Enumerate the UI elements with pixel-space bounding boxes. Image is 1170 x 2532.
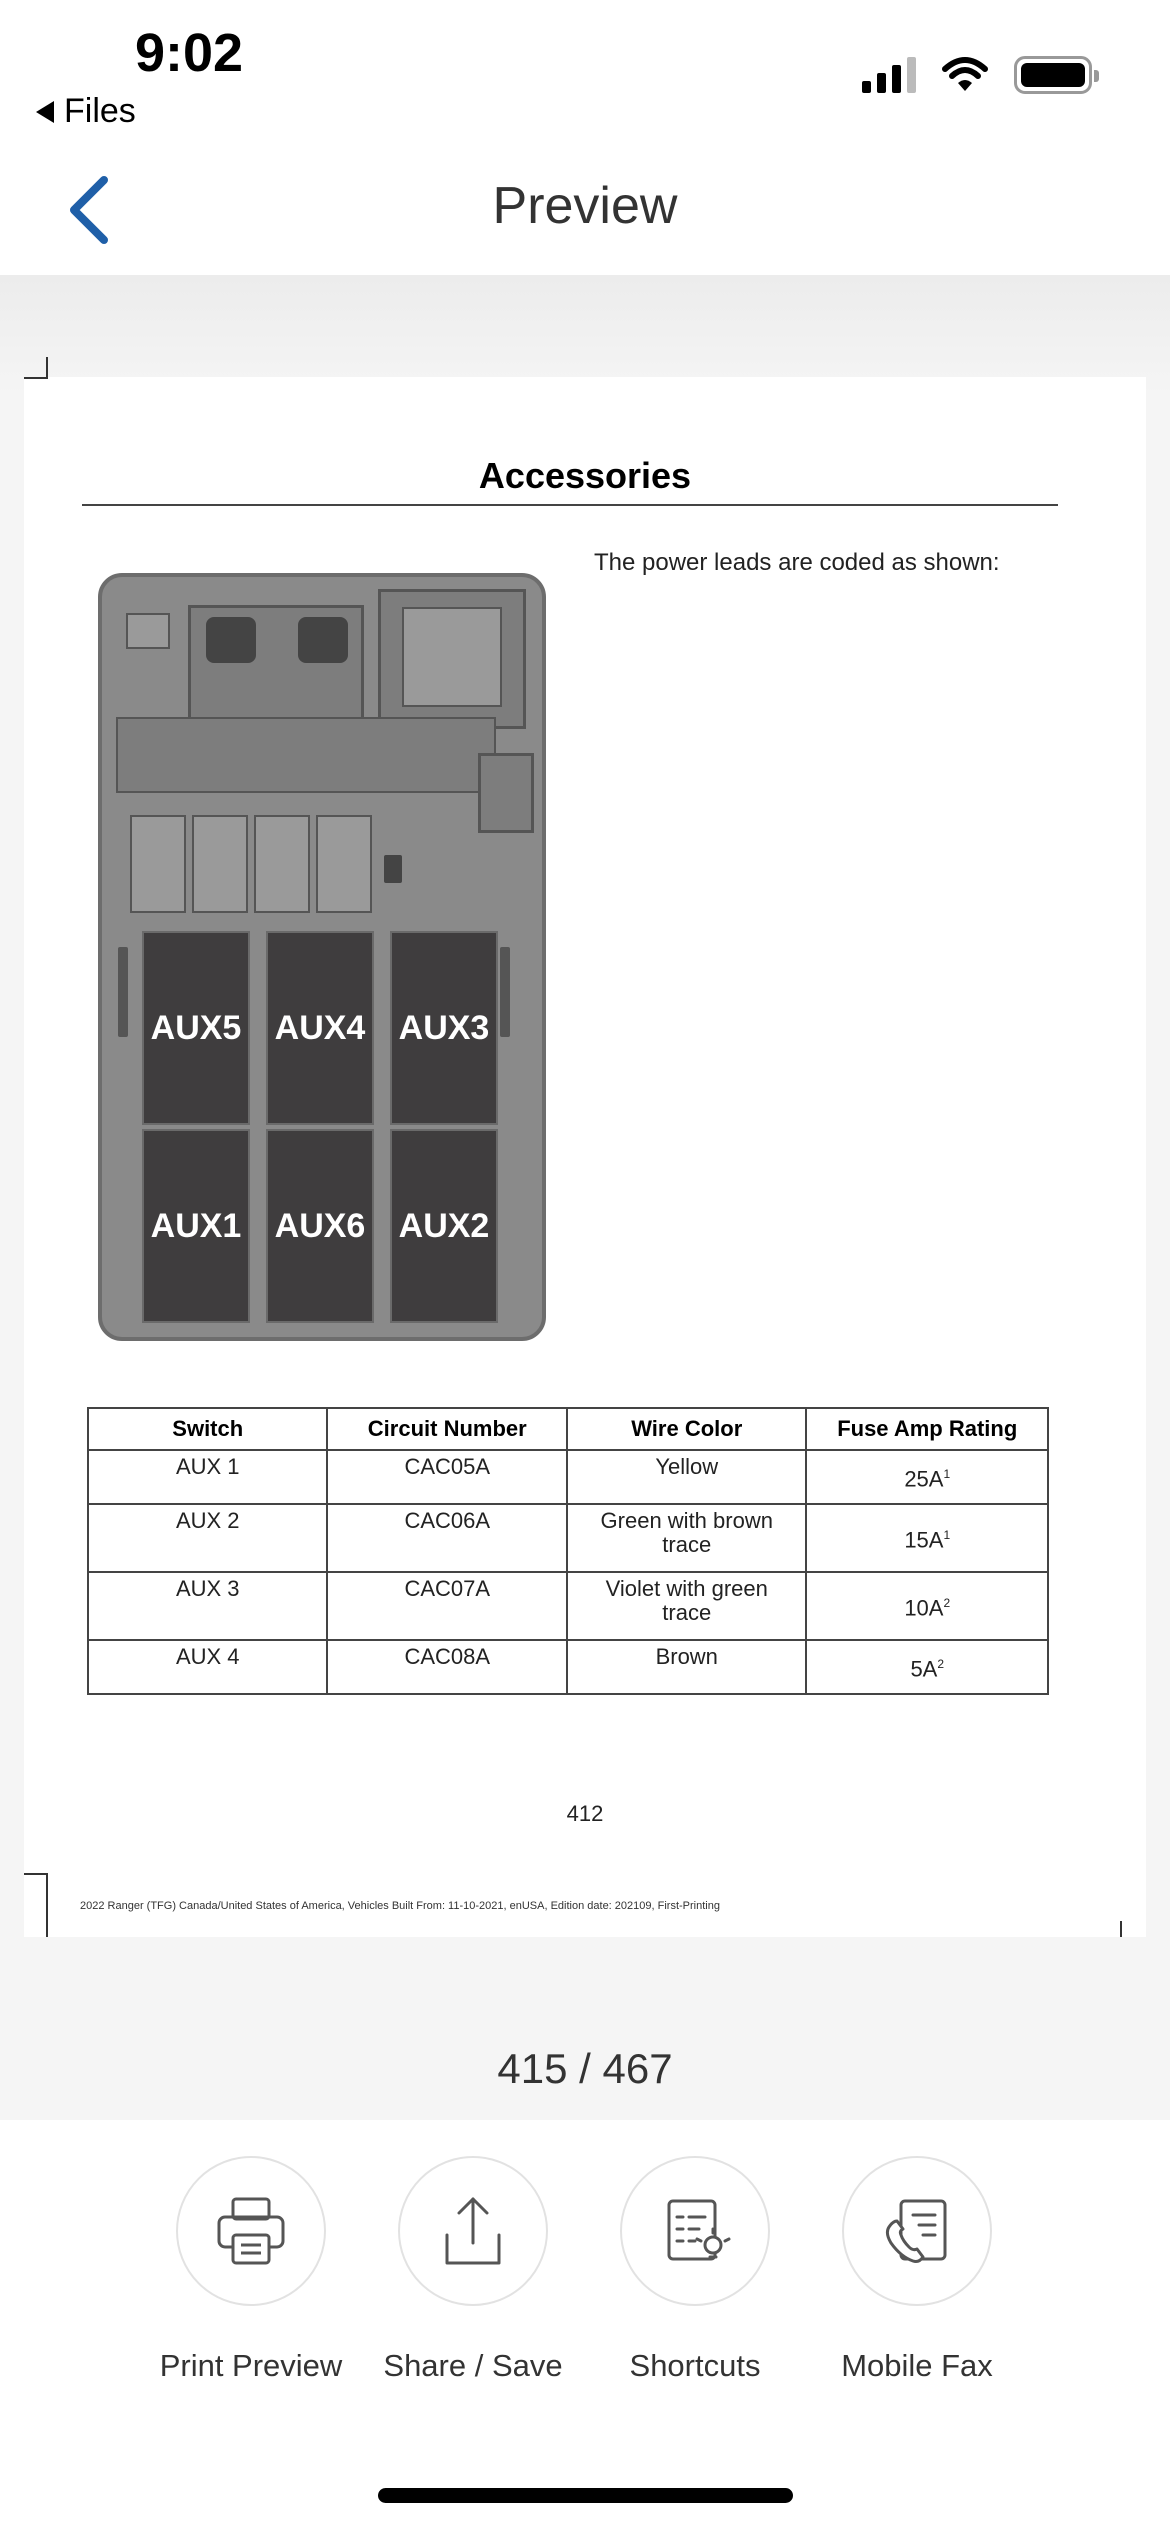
diagram-socket (402, 607, 502, 707)
relay-aux1: AUX1 (142, 1129, 250, 1323)
document-page (24, 377, 1146, 1937)
page-title: Preview (492, 177, 678, 235)
status-bar (0, 0, 1170, 140)
cell-circuit: CAC06A (327, 1504, 567, 1572)
crop-mark (46, 1873, 48, 1937)
home-indicator[interactable] (378, 2488, 793, 2503)
cell-wire-color: Yellow (567, 1450, 806, 1504)
wifi-icon (942, 57, 988, 93)
cell-amp: $15A^1$ (806, 1504, 1048, 1572)
diagram-panel (116, 717, 496, 793)
bottom-toolbar (0, 2120, 1170, 2532)
header-fuse-amp-rating: Fuse Amp Rating (806, 1408, 1048, 1450)
share-icon (433, 2191, 513, 2271)
document-preview-area[interactable] (0, 275, 1170, 2120)
mobile-fax-button[interactable] (807, 2156, 1027, 2384)
crop-mark (1120, 1921, 1122, 1937)
share-save-button[interactable] (363, 2156, 583, 2384)
shortcuts-icon (655, 2191, 735, 2271)
cell-switch: AUX 2 (88, 1504, 327, 1572)
crop-mark (24, 1873, 48, 1875)
cell-circuit: CAC07A (327, 1572, 567, 1640)
fuse-box-diagram (98, 573, 546, 1341)
cell-amp: $5A^2$ (806, 1640, 1048, 1694)
crop-mark (46, 357, 48, 379)
document-heading: Accessories (478, 455, 692, 496)
cell-switch: AUX 3 (88, 1572, 327, 1640)
header-switch: Switch (88, 1408, 327, 1450)
cell-wire-color: Green with brown trace (567, 1504, 806, 1572)
table-row (88, 1504, 1048, 1572)
relay-aux6: AUX6 (266, 1129, 374, 1323)
diagram-connector (118, 947, 128, 1037)
print-preview-label: Print Preview (159, 2348, 343, 2383)
cell-amp: $10A^2$ (806, 1572, 1048, 1640)
status-icons (862, 56, 1092, 94)
relay-aux2: AUX2 (390, 1129, 498, 1323)
mobile-fax-label: Mobile Fax (841, 2348, 993, 2383)
cell-wire-color: Violet with green trace (567, 1572, 806, 1640)
footnote-marker: 1 (943, 1467, 951, 1482)
page-footer: 2022 Ranger (TFG) Canada/United States of America, Vehicles Built From: 11-10-2021, enUSA, Edition date: 202109, First-Printing (80, 1900, 720, 1912)
cellular-signal-icon (862, 57, 916, 93)
status-time: 9:02 (135, 23, 244, 83)
diagram-connector (206, 617, 256, 663)
heading-divider (82, 504, 1058, 506)
back-to-app-link[interactable] (36, 92, 136, 131)
header-circuit-number: Circuit Number (327, 1408, 567, 1450)
relay-aux3: AUX3 (390, 931, 498, 1125)
share-save-label: Share / Save (383, 2348, 563, 2383)
power-leads-table (87, 1407, 1049, 1695)
diagram-socket (316, 815, 372, 913)
cell-switch: AUX 1 (88, 1450, 327, 1504)
cell-circuit: CAC08A (327, 1640, 567, 1694)
navigation-bar (0, 140, 1170, 275)
table-row (88, 1450, 1048, 1504)
relay-aux5: AUX5 (142, 931, 250, 1125)
page-counter: 415 / 467 (497, 2045, 673, 2092)
shortcuts-button[interactable] (585, 2156, 805, 2384)
diagram-connector (500, 947, 510, 1037)
diagram-socket (130, 815, 186, 913)
shortcuts-label: Shortcuts (629, 2348, 761, 2383)
diagram-connector (384, 855, 402, 883)
page-number: 412 (566, 1801, 604, 1826)
printer-icon (211, 2191, 291, 2271)
print-preview-button[interactable] (141, 2156, 361, 2384)
diagram-socket (126, 613, 170, 649)
diagram-panel (478, 753, 534, 833)
diagram-connector (298, 617, 348, 663)
cell-wire-color: Brown (567, 1640, 806, 1694)
cell-switch: AUX 4 (88, 1640, 327, 1694)
back-app-label: Files (64, 92, 136, 130)
table-header-row (88, 1408, 1048, 1450)
footnote-marker: 2 (943, 1596, 951, 1611)
fax-icon (877, 2191, 957, 2271)
diagram-socket (254, 815, 310, 913)
cell-circuit: CAC05A (327, 1450, 567, 1504)
crop-mark (24, 377, 48, 379)
relay-aux4: AUX4 (266, 931, 374, 1125)
footnote-marker: 1 (943, 1528, 951, 1543)
intro-text: The power leads are coded as shown: (594, 549, 1000, 576)
table-row (88, 1572, 1048, 1640)
battery-icon (1014, 56, 1092, 94)
table-row (88, 1640, 1048, 1694)
footnote-marker: 2 (937, 1657, 945, 1672)
header-wire-color: Wire Color (567, 1408, 806, 1450)
diagram-socket (192, 815, 248, 913)
cell-amp: $25A^1$ (806, 1450, 1048, 1504)
back-triangle-icon (36, 101, 54, 123)
